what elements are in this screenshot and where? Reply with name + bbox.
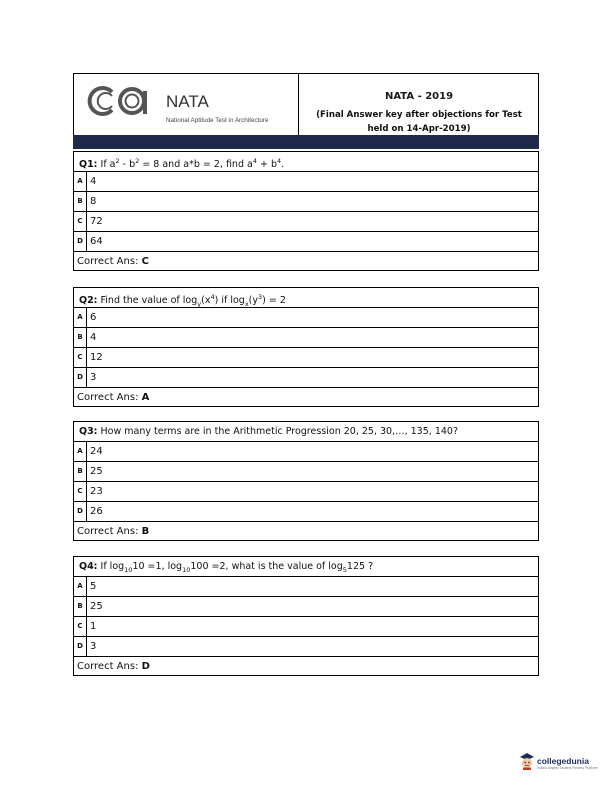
question-text: Find the value of $\log_y(x^4)$ if $\log_x(y^3) = 2$ xyxy=(97,293,286,309)
option-value: 72 xyxy=(90,216,103,227)
option-value: 4 xyxy=(90,176,97,187)
correct-answer-label: Correct Ans: xyxy=(77,526,139,537)
option-value: 3 xyxy=(90,641,97,652)
question-text: If $\log_{10}10 =1$, $\log_{10}100 =2$, what is the value of $\log_5125$ ? xyxy=(97,561,374,574)
option-value: 6 xyxy=(90,312,97,323)
answer-key-note xyxy=(299,108,539,136)
question-row xyxy=(73,287,539,307)
collegedunia-logo xyxy=(519,752,599,776)
note-line-1: (Final Answer key after objections for Test xyxy=(316,110,522,120)
correct-answer-label: Correct Ans: xyxy=(77,661,139,672)
question-block xyxy=(73,287,539,407)
brand-subtitle: National Aptitude Test in Architecture xyxy=(166,117,269,124)
option-letter: C xyxy=(74,482,87,501)
option-row xyxy=(73,596,539,616)
question-block xyxy=(73,421,539,541)
option-letter: D xyxy=(74,637,87,656)
question-text: How many terms are in the Arithmetic Progression 20, 25, 30,…, 135, 140? xyxy=(97,426,458,437)
option-row xyxy=(73,636,539,656)
correct-answer-value: C xyxy=(141,256,149,267)
ca-logo-icon xyxy=(82,84,154,118)
option-value: 64 xyxy=(90,236,103,247)
header-bar xyxy=(73,135,539,149)
option-letter: D xyxy=(74,232,87,251)
correct-answer-label: Correct Ans: xyxy=(77,392,139,403)
question-row xyxy=(73,421,539,441)
note-line-2: held on 14-Apr-2019) xyxy=(367,124,471,134)
correct-answer-value: B xyxy=(141,526,150,537)
option-value: 4 xyxy=(90,332,97,343)
option-value: 8 xyxy=(90,196,97,207)
option-value: 25 xyxy=(90,466,103,477)
exam-title: NATA - 2019 xyxy=(384,91,454,102)
option-letter: C xyxy=(74,617,87,636)
option-value: 23 xyxy=(90,486,103,497)
option-value: 26 xyxy=(90,506,103,517)
option-row xyxy=(73,231,539,251)
option-letter: D xyxy=(74,502,87,521)
question-block xyxy=(73,151,539,271)
option-letter: C xyxy=(74,348,87,367)
option-letter: B xyxy=(74,462,87,481)
option-row xyxy=(73,347,539,367)
option-row xyxy=(73,211,539,231)
question-block xyxy=(73,556,539,676)
option-row xyxy=(73,576,539,596)
correct-answer-row xyxy=(73,521,539,541)
brand-title: NATA xyxy=(166,92,209,111)
question-number: Q3: xyxy=(79,426,98,437)
question-row xyxy=(73,151,539,171)
option-row xyxy=(73,501,539,521)
option-letter: A xyxy=(74,577,87,596)
student-mascot-icon xyxy=(519,752,535,770)
question-row xyxy=(73,556,539,576)
option-row xyxy=(73,481,539,501)
option-letter: C xyxy=(74,212,87,231)
option-row xyxy=(73,441,539,461)
option-letter: B xyxy=(74,328,87,347)
question-number: Q4: xyxy=(79,561,98,572)
correct-answer-row xyxy=(73,656,539,676)
option-value: 1 xyxy=(90,621,97,632)
footer-brand: collegedunia xyxy=(537,756,589,766)
correct-answer-row xyxy=(73,251,539,271)
option-row xyxy=(73,461,539,481)
option-value: 25 xyxy=(90,601,103,612)
option-letter: B xyxy=(74,192,87,211)
option-row xyxy=(73,367,539,387)
option-value: 3 xyxy=(90,372,97,383)
option-letter: A xyxy=(74,442,87,461)
option-letter: D xyxy=(74,368,87,387)
option-value: 5 xyxy=(90,581,97,592)
option-value: 24 xyxy=(90,446,103,457)
option-row xyxy=(73,307,539,327)
option-row xyxy=(73,171,539,191)
document-header xyxy=(73,73,539,135)
footer-tagline: India's largest Student Review Platform xyxy=(537,766,598,770)
option-row xyxy=(73,191,539,211)
option-letter: A xyxy=(74,172,87,191)
correct-answer-label: Correct Ans: xyxy=(77,256,139,267)
option-row xyxy=(73,616,539,636)
option-value: 12 xyxy=(90,352,103,363)
question-number: Q1: xyxy=(79,159,98,171)
correct-answer-value: D xyxy=(141,661,150,672)
question-text: If $a^2 - b^2 = 8$ and a*b = 2, find $a^4 + b^4$. xyxy=(97,157,285,171)
question-number: Q2: xyxy=(79,295,98,307)
option-letter: B xyxy=(74,597,87,616)
correct-answer-value: A xyxy=(141,392,150,403)
option-letter: A xyxy=(74,308,87,327)
header-info xyxy=(299,74,539,136)
correct-answer-row xyxy=(73,387,539,407)
option-row xyxy=(73,327,539,347)
